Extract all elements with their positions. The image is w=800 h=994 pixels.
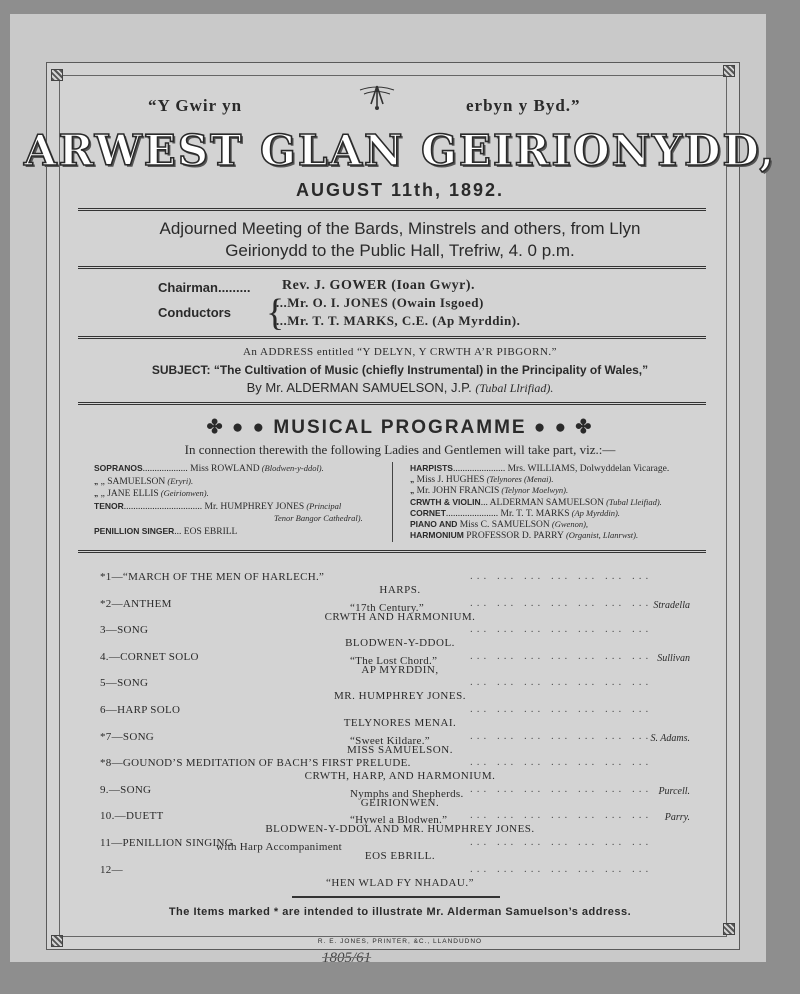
performer-name: Miss J. HUGHES (414, 475, 485, 486)
performer-role: „ (94, 488, 99, 498)
address-speaker (0, 380, 800, 396)
performer-row (94, 463, 324, 474)
performer-name: ALDERMAN SAMUELSON (487, 497, 604, 508)
item-title: SONG (120, 783, 152, 796)
leader-dots: ... (174, 526, 182, 537)
item-piece: Nymphs and Shepherds. (350, 787, 464, 800)
performer-alias: (Blodwen-y-ddol). (259, 463, 324, 473)
brace-glyph: { (266, 292, 285, 334)
leader-dots: ... ... ... ... ... ... ... (470, 756, 653, 769)
performer-role: „ (94, 475, 99, 486)
performer-role: „ (410, 485, 415, 496)
item-composer: S. Adams. (650, 732, 690, 744)
performer-row (274, 513, 363, 524)
event-title: ARWEST GLAN GEIRIONYDD, (24, 126, 776, 175)
item-number: 4.— (100, 650, 121, 663)
catalogue-number: 1805/61 (322, 950, 372, 966)
item-performer: CRWTH AND HARMONIUM. (324, 610, 476, 623)
performer-alias: (Telynores (Menai). (484, 474, 554, 485)
item-piece: with Harp Accompaniment (216, 841, 343, 853)
item-number: *1— (100, 571, 123, 583)
item-composer: Stradella (653, 599, 690, 611)
performer-role: „ (410, 474, 415, 485)
item-piece: “Hywel a Blodwen.” (350, 814, 448, 827)
programme-item (100, 864, 123, 876)
performer-alias: (Tubal Lleifiad). (603, 496, 662, 507)
item-composer: Parry. (664, 812, 690, 824)
motto-left: “Y Gwir yn (148, 96, 243, 115)
item-performer: EOS EBRILL. (364, 850, 436, 862)
item-performer: TELYNORES MENAI. (343, 717, 457, 729)
performer-row (410, 474, 553, 485)
item-title: SONG (117, 677, 149, 690)
performer-row (410, 519, 588, 530)
footer-note: The Items marked * are intended to illustrate Mr. Alderman Samuelson’s address. (168, 906, 632, 918)
performer-row (410, 463, 669, 474)
programme-item (100, 731, 154, 743)
item-performer: GEIRIONWEN. (360, 796, 440, 809)
performer-role: CORNET (410, 507, 446, 518)
leader-dots: ... ... ... ... ... ... ... (470, 649, 653, 662)
item-performer: HARPS. (379, 584, 421, 596)
performer-alias: (Geirionwen). (158, 488, 209, 498)
leader-dots: ... ... ... ... ... ... ... (470, 703, 653, 715)
item-number: 12— (100, 863, 123, 876)
conductor-name: ...Mr. O. I. JONES (Owain Isgoed) (276, 295, 484, 310)
adjourned-line: Adjourned Meeting of the Bards, Minstrels and others, from Llyn (159, 219, 641, 238)
item-performer: MISS SAMUELSON. (347, 743, 453, 756)
item-number: 3— (100, 624, 118, 637)
performer-alias: (Principal (304, 500, 342, 511)
performer-alias: (Ap Myrddin). (569, 507, 620, 518)
item-title: CORNET SOLO (120, 650, 199, 663)
item-number: 9.— (100, 783, 121, 796)
item-title: HARP SOLO (117, 704, 181, 716)
leader-dots: ... ... ... ... ... ... ... (470, 623, 653, 636)
leader-dots: ... ... ... ... ... ... ... (470, 809, 653, 822)
performer-role: HARPISTS (410, 463, 453, 473)
performer-row (94, 488, 209, 499)
performer-alias: Tenor Bangor Cathedral). (274, 513, 363, 523)
motto-right: erbyn y Byd.” (466, 96, 581, 115)
performer-role: TENOR (94, 500, 124, 511)
programme-title (0, 416, 800, 439)
divider (292, 896, 500, 898)
item-title: SONG (122, 730, 155, 743)
performer-alias: (Gwenon), (549, 519, 589, 529)
item-performer: CRWTH, HARP, AND HARMONIUM. (304, 770, 496, 783)
programme-item (100, 810, 164, 822)
chairman-name: Rev. J. GOWER (Ioan Gwyr). (282, 278, 476, 293)
address-title: An ADDRESS entitled “Y DELYN, Y CRWTH A’R PIBGORN.” (242, 346, 558, 358)
performer-alias: (Eryri). (165, 475, 194, 486)
performer-row (410, 485, 568, 496)
leader-dots: ... (480, 497, 488, 508)
leader-dots: ................... (142, 464, 188, 474)
programme-subtitle: In connection therewith the following Ladies and Gentlemen will take part, viz.:— (184, 442, 616, 457)
programme-item (100, 651, 199, 663)
leader-dots: ................................. (123, 501, 203, 512)
performer-role: HARMONIUM (410, 530, 464, 541)
programme-item (100, 624, 148, 636)
bardic-emblem-icon (354, 84, 400, 112)
leader-dots: ... ... ... ... ... ... ... (470, 676, 653, 689)
performer-row (410, 497, 662, 508)
adjourned-line: Geirionydd to the Public Hall, Trefriw, 4. 0 p.m. (225, 241, 575, 260)
leader-dots: ... ... ... ... ... ... ... (470, 782, 653, 795)
item-piece: “The Lost Chord.” (350, 654, 438, 667)
performer-row (94, 501, 341, 512)
performer-row (94, 526, 237, 537)
divider (78, 550, 706, 553)
item-title: PENILLION SINGING (122, 837, 234, 849)
performer-row (410, 530, 638, 541)
item-number: 5— (100, 677, 118, 690)
item-number: 11— (100, 837, 123, 849)
item-composer: Sullivan (657, 652, 690, 664)
programme-item (100, 757, 411, 769)
performer-name: Miss ROWLAND (187, 464, 260, 474)
speaker-bardic-name: (Tubal Llrifiad). (475, 381, 554, 395)
item-piece: “17th Century.” (350, 601, 425, 614)
divider (78, 266, 706, 269)
adjourned-notice (0, 218, 800, 262)
performer-role: CRWTH & VIOLIN (410, 496, 481, 507)
performer-row (410, 508, 620, 519)
performer-name: Mr. JOHN FRANCIS (414, 486, 500, 497)
item-title: DUETT (125, 810, 164, 823)
leader-dots: ... ... ... ... ... ... ... (470, 862, 653, 875)
performer-name: Mrs. WILLIAMS, Dolwyddelan Vicarage. (505, 464, 670, 474)
programme-title-text: MUSICAL PROGRAMME (273, 417, 527, 438)
performer-name: Mr. T. T. MARKS (498, 508, 570, 519)
item-performer: AP MYRDDIN, (361, 663, 439, 676)
speaker-name: By Mr. ALDERMAN SAMUELSON, J.P. (246, 380, 472, 395)
item-composer: Purcell. (658, 785, 690, 797)
leader-dots: ...................... (452, 464, 506, 474)
programme-item (100, 837, 233, 849)
leader-dots: ... ... ... ... ... ... ... (470, 570, 653, 582)
corner-ornament (51, 69, 63, 81)
chairman-label: Chairman......... (158, 280, 251, 295)
corner-ornament (723, 65, 735, 77)
divider (78, 402, 706, 405)
item-performer: BLODWEN-Y-DDOL. (345, 637, 455, 650)
item-title: GOUNOD’S MEDITATION OF BACH’S FIRST PRELUDE. (122, 757, 411, 770)
performer-name: „ SAMUELSON (98, 476, 166, 487)
fleuron-icon: ● ● ✤ (533, 417, 594, 438)
item-performer: MR. HUMPHREY JONES. (334, 690, 466, 703)
divider (78, 208, 706, 211)
programme-item (100, 598, 172, 610)
programme-item (100, 677, 148, 689)
conductors-label: Conductors (158, 305, 231, 320)
address-subject: SUBJECT: “The Cultivation of Music (chiefly Instrumental) in the Principality of Wales,” (151, 363, 649, 377)
item-number: *7— (100, 730, 123, 743)
leader-dots: ... ... ... ... ... ... ... (470, 836, 653, 848)
item-number: 6— (100, 704, 118, 716)
performer-alias: (Organist, Llanrwst). (563, 530, 639, 541)
divider (78, 336, 706, 339)
item-number: 10.— (100, 810, 126, 823)
item-title: SONG (117, 624, 149, 637)
item-performer: BLODWEN-Y-DDOL AND MR. HUMPHREY JONES. (265, 823, 535, 836)
performer-row (94, 476, 193, 487)
performer-alias: (Telynor Moelwyn). (499, 485, 569, 496)
item-number: *2— (100, 597, 123, 610)
item-number: *8— (100, 757, 123, 770)
item-performer: “HEN WLAD FY NHADAU.” (326, 876, 474, 889)
performer-name: „ JANE ELLIS (98, 489, 159, 499)
leader-dots: ... ... ... ... ... ... ... (470, 596, 653, 609)
leader-dots: ...................... (445, 508, 499, 519)
performer-name: PROFESSOR D. PARRY (463, 531, 564, 542)
performer-role: SOPRANOS (94, 463, 143, 473)
printer-imprint: R. E. JONES, PRINTER, &C., LLANDUDNO (317, 938, 483, 945)
event-date: AUGUST 11th, 1892. (295, 180, 505, 200)
item-piece: “Sweet Kildare.” (350, 734, 430, 747)
conductor-name: ...Mr. T. T. MARKS, C.E. (Ap Myrddin). (276, 313, 521, 328)
leader-dots: ... ... ... ... ... ... ... (470, 729, 653, 742)
programme-item (100, 571, 324, 583)
performer-name: Miss C. SAMUELSON (457, 520, 550, 530)
performer-role: PENILLION SINGER (94, 525, 175, 536)
fleuron-icon: ✤ ● ● (206, 417, 274, 438)
programme-item (100, 704, 180, 716)
performer-role: PIANO AND (410, 519, 458, 529)
item-title: “MARCH OF THE MEN OF HARLECH.” (122, 571, 325, 583)
performer-name: Mr. HUMPHREY JONES (202, 501, 305, 512)
programme-item (100, 784, 151, 796)
item-title: ANTHEM (122, 597, 172, 610)
corner-ornament (723, 923, 735, 935)
column-divider (392, 462, 393, 542)
performer-name: EOS EBRILL (181, 526, 238, 537)
